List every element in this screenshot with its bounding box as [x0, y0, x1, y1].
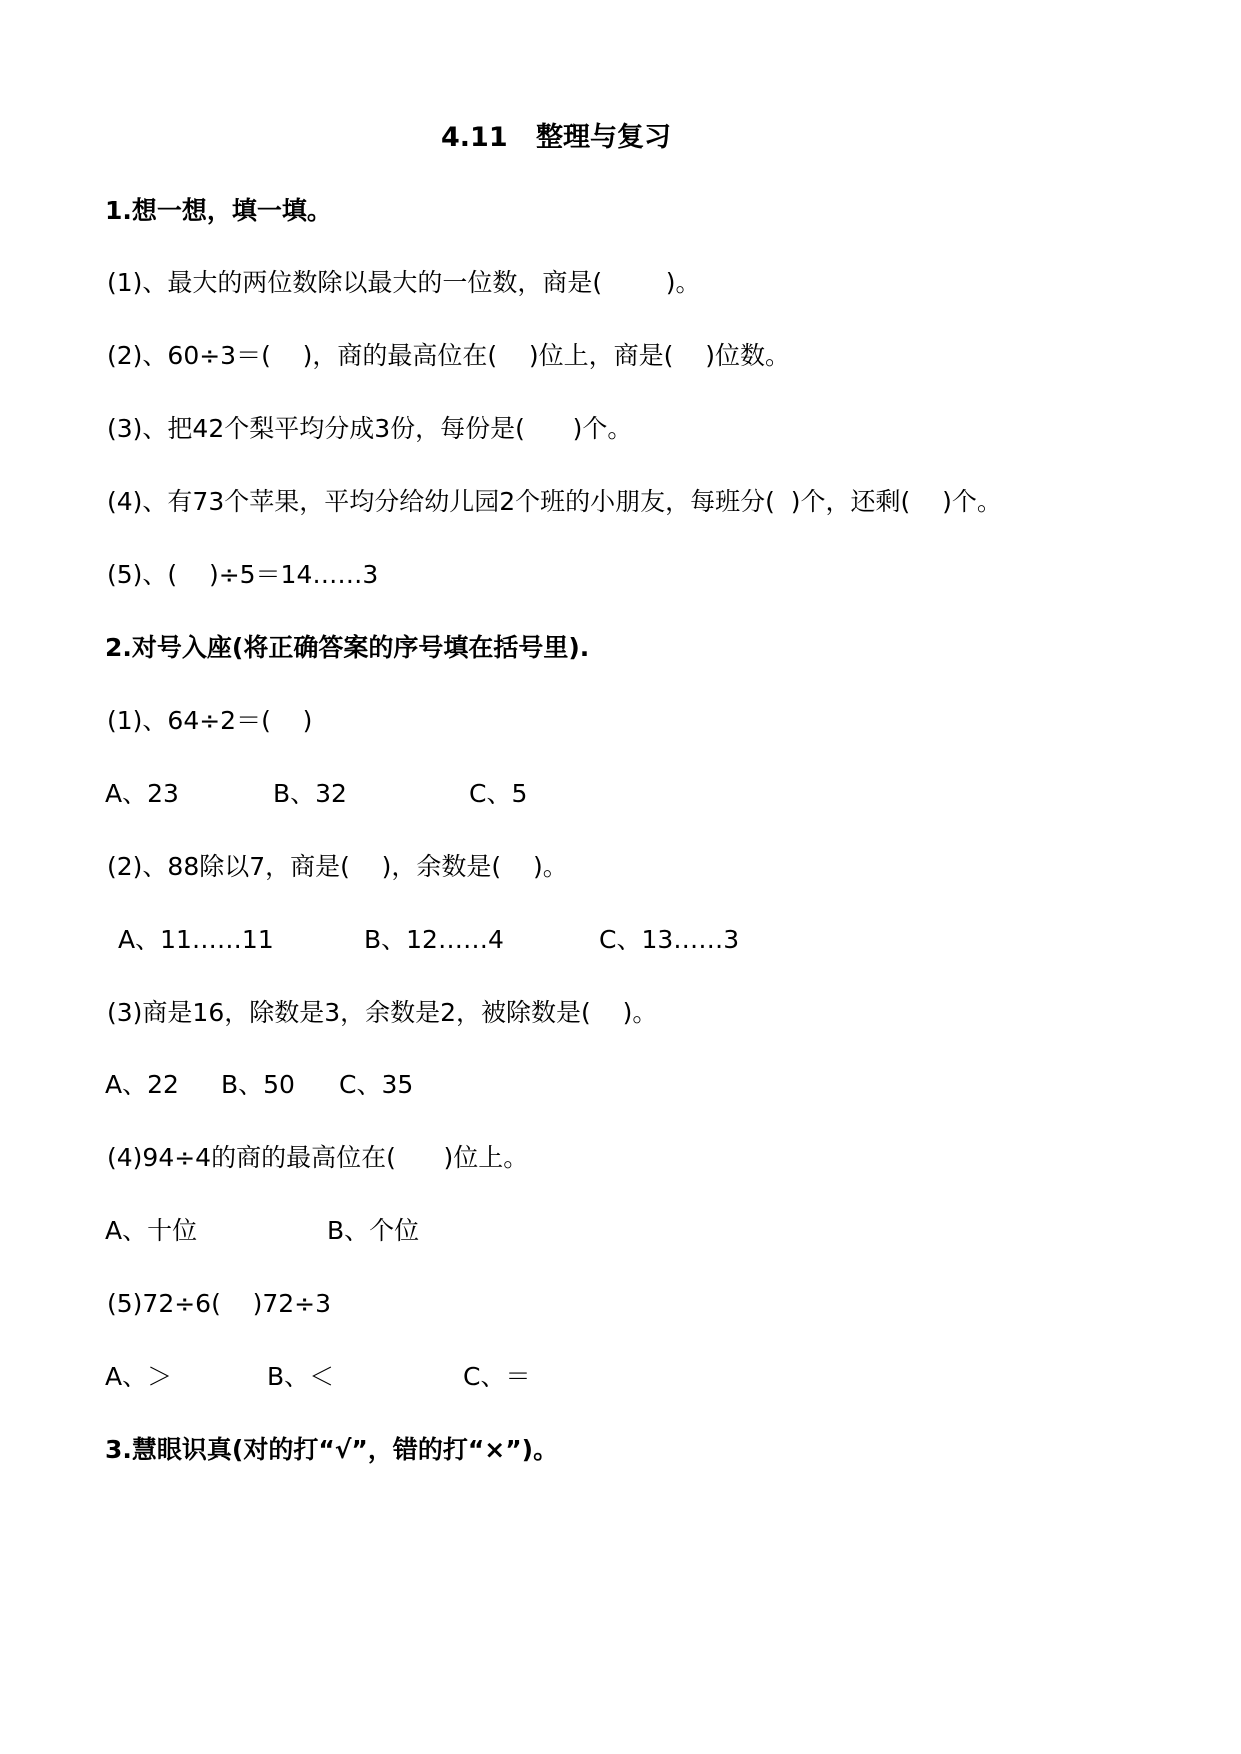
choice-question-2: (2)、88除以7，商是( )，余数是( )。: [107, 852, 568, 881]
choice-option-3b: B、50: [221, 1070, 295, 1099]
choice-option-3a: A、22: [105, 1070, 179, 1099]
choice-question-4: (4)94÷4的商的最高位在( )位上。: [107, 1143, 529, 1172]
choice-option-1a: A、23: [105, 779, 179, 808]
fill-in-item-2: (2)、60÷3＝( )，商的最高位在( )位上，商是( )位数。: [107, 341, 790, 370]
choice-option-5c: C、＝: [463, 1362, 531, 1391]
worksheet-number: 4.11: [441, 122, 508, 153]
choice-option-4b: B、个位: [327, 1216, 420, 1245]
section-2-heading: 2.对号入座(将正确答案的序号填在括号里).: [105, 633, 590, 662]
choice-question-3: (3)商是16，除数是3，余数是2，被除数是( )。: [107, 998, 658, 1027]
worksheet-title: 整理与复习: [536, 122, 671, 153]
choice-option-5a: A、＞: [105, 1362, 173, 1391]
choice-option-1b: B、32: [273, 779, 347, 808]
choice-option-2a: A、11……11: [118, 925, 274, 954]
choice-option-4a: A、十位: [105, 1216, 198, 1245]
choice-option-2b: B、12……4: [364, 925, 504, 954]
fill-in-item-4: (4)、有73个苹果，平均分给幼儿园2个班的小朋友，每班分( )个，还剩( )个。: [107, 487, 1002, 516]
choice-option-3c: C、35: [339, 1070, 414, 1099]
fill-in-item-1: (1)、最大的两位数除以最大的一位数，商是( )。: [107, 268, 701, 297]
choice-question-1: (1)、64÷2＝( ): [107, 706, 313, 735]
choice-option-1c: C、5: [469, 779, 528, 808]
choice-option-2c: C、13……3: [599, 925, 740, 954]
section-1-heading: 1.想一想，填一填。: [105, 196, 332, 225]
choice-option-5b: B、＜: [267, 1362, 335, 1391]
choice-question-5: (5)72÷6( )72÷3: [107, 1289, 332, 1318]
fill-in-item-3: (3)、把42个梨平均分成3份，每份是( )个。: [107, 414, 633, 443]
section-3-heading: 3.慧眼识真(对的打“√”，错的打“×”)。: [105, 1435, 559, 1464]
fill-in-item-5: (5)、( )÷5＝14……3: [107, 560, 379, 589]
